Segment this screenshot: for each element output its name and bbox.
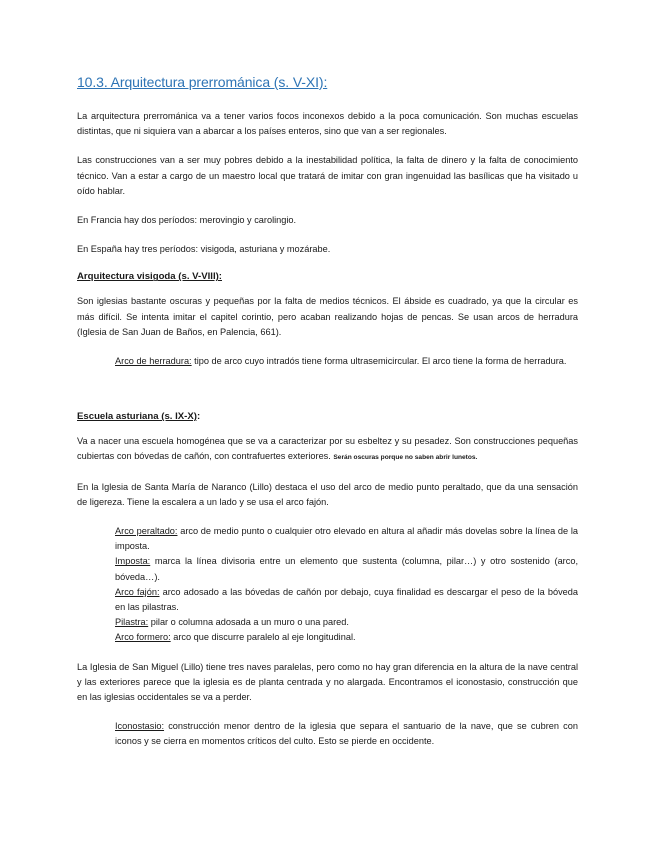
intro-paragraph-4: En España hay tres períodos: visigoda, asturiana y mozárabe. (77, 244, 331, 255)
asturiana-paragraph-1 (77, 434, 578, 465)
definition-iconostasio (115, 719, 578, 749)
definition-arco-formero (115, 630, 578, 645)
intro-paragraph-3: En Francia hay dos períodos: merovingio y carolingio. (77, 215, 297, 226)
definition-pilastra (115, 615, 578, 630)
asturiana-paragraph-1-text: Va a nacer una escuela homogénea que se va a caracterizar por su esbeltez y su pesadez. Son construcciones pequeñas cubiertas con bóvedas de cañón, con contrafuertes exteriores. (77, 436, 578, 462)
definition-term: Arco formero: (115, 632, 171, 643)
intro-paragraph-1: La arquitectura prerrománica va a tener varios focos inconexos debido a la poca comunicación. Son muchas escuelas distintas, que ni siquiera van a abarcar a los países enteros, sino que van a ser regionales. (77, 111, 578, 137)
asturiana-paragraph-2: En la Iglesia de Santa María de Naranco (Lillo) destaca el uso del arco de medio punto peraltado, que da una sensación de ligereza. Tiene la escalera a un lado y se usa el arco fajón. (77, 481, 578, 507)
definition-term: Pilastra: (115, 617, 149, 628)
document-page (77, 74, 578, 750)
asturiana-heading-suffix: : (196, 411, 201, 423)
asturiana-small-note: Serán oscuras porque no saben abrir lunetos. (333, 454, 478, 462)
definition-term: Imposta: (115, 556, 151, 567)
definition-imposta (115, 554, 578, 584)
definition-text: tipo de arco cuyo intradós tiene forma ultrasemicircular. El arco tiene la forma de herradura. (191, 356, 567, 367)
definition-arco-fajon (115, 585, 578, 615)
definition-text: arco de medio punto o cualquier otro elevado en altura al añadir más dovelas sobre la línea de la imposta. (115, 526, 579, 552)
definition-text: arco que discurre paralelo al eje longitudinal. (170, 632, 356, 643)
definition-text: pilar o columna adosada a un muro o una pared. (148, 617, 349, 628)
definition-text: construcción menor dentro de la iglesia que separa el santuario de la nave, que se cubren con iconos y se cierra en momentos críticos del culto. Esto se pierde en occidente. (115, 721, 578, 747)
definition-term: Arco de herradura: (115, 356, 192, 367)
visigoda-heading (77, 271, 578, 282)
definition-term: Arco peraltado: (115, 526, 178, 537)
asturiana-heading-text: Escuela asturiana (s. IX-X) (77, 411, 197, 423)
asturiana-heading (77, 411, 578, 422)
visigoda-paragraph: Son iglesias bastante oscuras y pequeñas por la falta de medios técnicos. El ábside es cuadrado, ya que la circular es más difícil. Se intenta imitar el capitel corintio, pero acaban realizando hojas de pencas. Se usan arcos de herradura (Iglesia de San Juan de Baños, en Palencia, 661). (77, 296, 578, 337)
visigoda-heading-text: Arquitectura visigoda (s. V-VIII): (77, 271, 222, 283)
section-title: 10.3. Arquitectura prerrománica (s. V-XI): (77, 74, 328, 90)
definition-text: arco adosado a las bóvedas de cañón por debajo, cuya finalidad es descargar el peso de la bóveda en las pilastras. (115, 586, 578, 613)
intro-paragraph-2: Las construcciones van a ser muy pobres debido a la inestabilidad política, la falta de dinero y la falta de conocimiento técnico. Van a estar a cargo de un maestro local que tratará de imitar con gran ingenuidad las basílicas que ha visitado u oído hablar. (77, 155, 578, 196)
asturiana-paragraph-3: La Iglesia de San Miguel (Lillo) tiene tres naves paralelas, pero como no hay gran diferencia en la altura de la nave central y las exteriores parece que la iglesia es de planta centrada y no alargada. Encontramos el iconostasio, construcción que en las iglesias occidentales se va a perder. (77, 661, 578, 703)
definition-term: Arco fajón: (115, 586, 160, 597)
definition-text: marca la línea divisoria entre un elemento que sustenta (columna, pilar…) y otro sostenido (arco, bóveda…). (115, 556, 578, 582)
definition-term: Iconostasio: (115, 721, 165, 732)
definition-list (115, 524, 578, 646)
definition-arco-herradura (115, 354, 578, 369)
definition-arco-peraltado (115, 524, 578, 554)
